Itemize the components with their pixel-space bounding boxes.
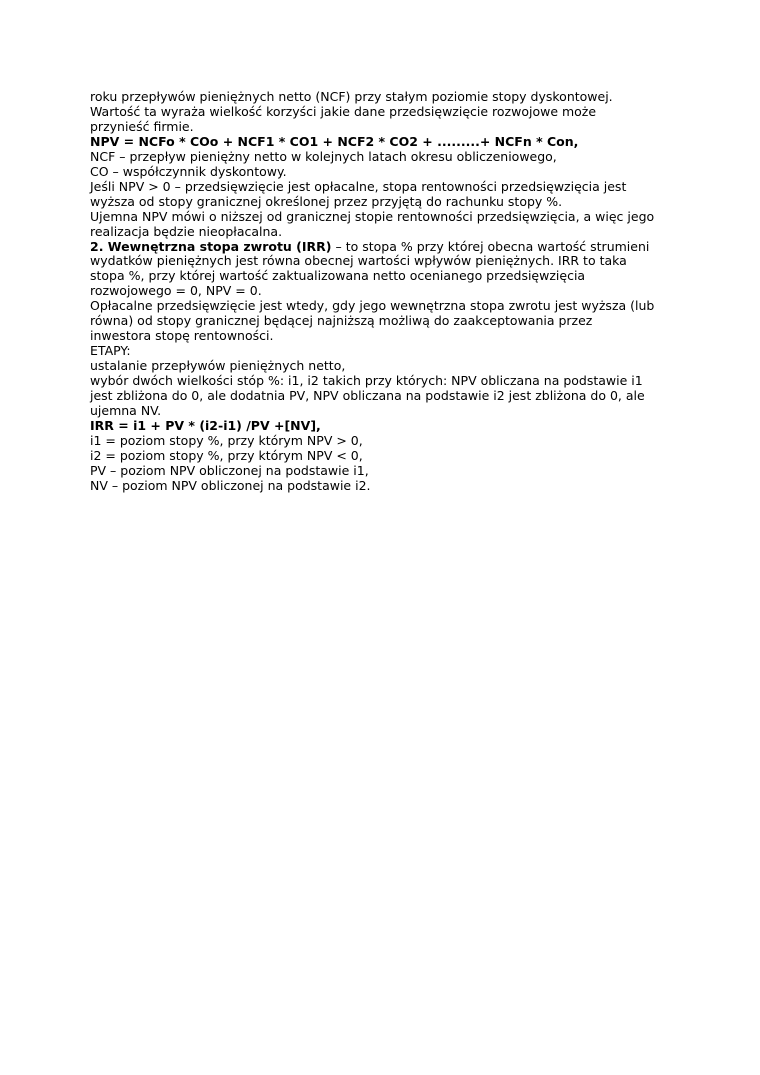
stage-line: ujemna NV. (90, 403, 162, 419)
stage-line: jest zbliżona do 0, ale dodatnia PV, NPV obliczana na podstawie i2 jest zbliżona do 0, ale (90, 388, 645, 404)
irr-formula: IRR = i1 + PV * (i2-i1) /PV +[NV], (90, 417, 321, 433)
paragraph-line: przynieść firmie. (90, 118, 194, 134)
document-page (90, 90, 680, 494)
definition-line: i1 = poziom stopy %, przy którym NPV > 0, (90, 432, 363, 448)
stages-title: ETAPY: (90, 343, 131, 359)
paragraph-line: rozwojowego = 0, NPV = 0. (90, 283, 262, 299)
paragraph-line: Ujemna NPV mówi o niższej od granicznej stopie rentowności przedsięwzięcia, a więc jego (90, 208, 655, 224)
definition-line: NV – poziom NPV obliczonej na podstawie i2. (90, 477, 371, 493)
irr-definition-line (90, 240, 680, 255)
paragraph-line: równa) od stopy granicznej będącej najniższą możliwą do zaakceptowania przez (90, 313, 593, 329)
paragraph-line: wydatków pieniężnych jest równa obecnej wartości wpływów pieniężnych. IRR to taka (90, 253, 627, 269)
paragraph-line: Jeśli NPV > 0 – przedsięwzięcie jest opłacalne, stopa rentowności przedsięwzięcia jest (90, 178, 627, 194)
definition-line: NCF – przepływ pieniężny netto w kolejnych latach okresu obliczeniowego, (90, 148, 557, 164)
definition-line: i2 = poziom stopy %, przy którym NPV < 0, (90, 447, 363, 463)
paragraph-line: Wartość ta wyraża wielkość korzyści jakie dane przedsięwzięcie rozwojowe może (90, 103, 597, 119)
paragraph-line: realizacja będzie nieopłacalna. (90, 223, 283, 239)
paragraph-line: Opłacalne przedsięwzięcie jest wtedy, gdy jego wewnętrzna stopa zwrotu jest wyższa (lub (90, 298, 655, 314)
irr-definition-start: – to stopa % przy której obecna wartość strumieni (331, 238, 650, 254)
stage-line: wybór dwóch wielkości stóp %: i1, i2 takich przy których: NPV obliczana na podstawie i1 (90, 373, 643, 389)
definition-line: PV – poziom NPV obliczonej na podstawie i1, (90, 462, 369, 478)
paragraph-line: roku przepływów pieniężnych netto (NCF) przy stałym poziomie stopy dyskontowej. (90, 89, 613, 104)
npv-formula: NPV = NCFo * COo + NCF1 * CO1 + NCF2 * CO2 + .........+ NCFn * Con, (90, 133, 579, 149)
irr-heading: 2. Wewnętrzna stopa zwrotu (IRR) (90, 238, 332, 254)
paragraph-line: stopa %, przy której wartość zaktualizowana netto ocenianego przedsięwzięcia (90, 268, 586, 284)
paragraph-line: inwestora stopę rentowności. (90, 328, 274, 344)
paragraph-line: wyższa od stopy granicznej określonej przez przyjętą do rachunku stopy %. (90, 193, 563, 209)
definition-line: CO – współczynnik dyskontowy. (90, 163, 287, 179)
stage-line: ustalanie przepływów pieniężnych netto, (90, 358, 346, 374)
